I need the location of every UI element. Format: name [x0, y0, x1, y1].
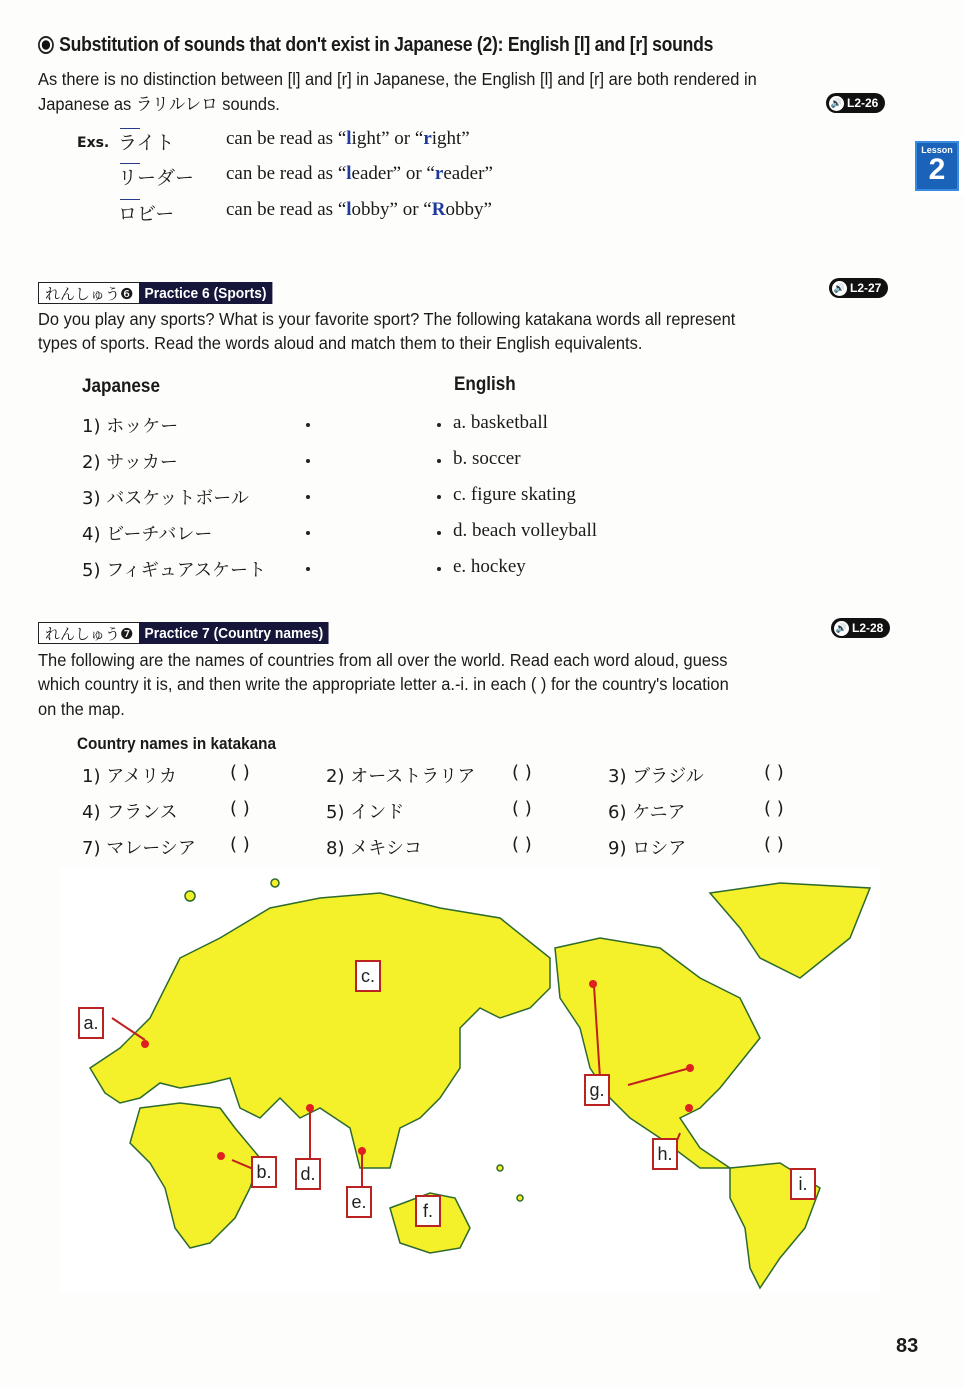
- page-number: 83: [896, 1335, 919, 1357]
- match-dot-left[interactable]: [306, 459, 310, 463]
- audio-track-label: L2-28: [852, 621, 884, 635]
- section-paragraph-line1: As there is no distinction between [l] and [r] in Japanese, the English [l] and [r] are both rendered in: [38, 69, 757, 89]
- practice6-en-label: Practice 6 (Sports): [139, 282, 272, 304]
- example-reading: can be read as “leader” or “reader”: [226, 163, 493, 184]
- map-label-e: e.: [346, 1186, 372, 1218]
- speaker-icon: 🔊: [834, 621, 849, 636]
- sport-japanese-item: 4) ビーチバレー: [82, 524, 213, 545]
- section-paragraph-line2: Japanese as ラリルレロ sounds.: [38, 94, 280, 114]
- audio-badge-l2-27[interactable]: [829, 278, 888, 298]
- map-label-i: i.: [790, 1168, 816, 1200]
- answer-blank[interactable]: ( ): [230, 798, 250, 819]
- audio-track-label: L2-27: [850, 281, 882, 295]
- map-label-b: b.: [251, 1156, 277, 1188]
- answer-blank[interactable]: ( ): [512, 834, 532, 855]
- practice7-paragraph-line3: on the map.: [38, 699, 125, 719]
- country-item: 5) インド: [326, 802, 405, 823]
- country-list-title: Country names in katakana: [77, 734, 276, 753]
- sport-english-item: c. figure skating: [453, 484, 576, 505]
- country-item: 2) オーストラリア: [326, 766, 476, 787]
- match-dot-right[interactable]: [437, 567, 441, 571]
- practice6-jp-label: れんしゅう❻: [38, 282, 139, 304]
- practice6-paragraph-line2: types of sports. Read the words aloud and match them to their English equivalents.: [38, 333, 643, 353]
- speaker-icon: 🔊: [829, 96, 844, 111]
- sport-english-item: a. basketball: [453, 412, 548, 433]
- map-label-a: a.: [78, 1007, 104, 1039]
- country-item: 8) メキシコ: [326, 838, 423, 859]
- examples-label: Exs.: [77, 135, 110, 151]
- lesson-label: Lesson: [921, 145, 953, 155]
- sport-english-item: d. beach volleyball: [453, 520, 598, 541]
- world-map-shapes: [60, 868, 880, 1293]
- audio-track-label: L2-26: [847, 96, 879, 110]
- map-label-d: d.: [295, 1158, 321, 1190]
- map-label-g: g.: [584, 1074, 610, 1106]
- answer-blank[interactable]: ( ): [764, 762, 784, 783]
- answer-blank[interactable]: ( ): [512, 798, 532, 819]
- example-reading: can be read as “light” or “right”: [226, 128, 470, 149]
- map-pin-mexico: [685, 1104, 693, 1112]
- country-item: 6) ケニア: [608, 802, 686, 823]
- section-title: [38, 34, 713, 57]
- example-katakana: リーダー: [118, 167, 195, 189]
- country-item: 7) マレーシア: [82, 838, 196, 859]
- match-dot-right[interactable]: [437, 423, 441, 427]
- map-pin-france: [141, 1040, 149, 1048]
- answer-blank[interactable]: ( ): [230, 762, 250, 783]
- map-label-f: f.: [415, 1195, 441, 1227]
- match-dot-right[interactable]: [437, 459, 441, 463]
- country-item: 4) フランス: [82, 802, 178, 823]
- sport-japanese-item: 1) ホッケー: [82, 416, 179, 437]
- sport-english-item: b. soccer: [453, 448, 521, 469]
- audio-badge-l2-26[interactable]: [826, 93, 885, 113]
- audio-badge-l2-28[interactable]: [831, 618, 890, 638]
- match-dot-left[interactable]: [306, 531, 310, 535]
- answer-blank[interactable]: ( ): [764, 834, 784, 855]
- column-header-japanese: Japanese: [82, 376, 160, 397]
- map-pin-kenya: [217, 1152, 225, 1160]
- map-pin-usa: [686, 1064, 694, 1072]
- country-item: 1) アメリカ: [82, 766, 177, 787]
- map-pin-alaska: [589, 980, 597, 988]
- pitch-accent-mark: [120, 128, 140, 129]
- country-item: 9) ロシア: [608, 838, 687, 859]
- map-pin-malaysia: [358, 1147, 366, 1155]
- match-dot-right[interactable]: [437, 495, 441, 499]
- example-katakana: ライト: [118, 132, 175, 154]
- lesson-tab[interactable]: [913, 138, 964, 195]
- answer-blank[interactable]: ( ): [512, 762, 532, 783]
- map-pin-india: [306, 1104, 314, 1112]
- speaker-icon: 🔊: [832, 281, 847, 296]
- sport-japanese-item: 2) サッカー: [82, 452, 178, 473]
- match-dot-left[interactable]: [306, 567, 310, 571]
- practice7-header: [38, 622, 346, 644]
- match-dot-left[interactable]: [306, 495, 310, 499]
- practice6-paragraph-line1: Do you play any sports? What is your favorite sport? The following katakana words all represent: [38, 309, 736, 329]
- country-item: 3) ブラジル: [608, 766, 704, 787]
- answer-blank[interactable]: ( ): [230, 834, 250, 855]
- pitch-accent-mark: [120, 199, 140, 200]
- world-map: [60, 868, 880, 1293]
- pitch-accent-mark: [120, 163, 140, 164]
- match-dot-right[interactable]: [437, 531, 441, 535]
- map-label-c: c.: [355, 960, 381, 992]
- column-header-english: English: [454, 374, 516, 395]
- sport-japanese-item: 5) フィギュアスケート: [82, 560, 267, 581]
- answer-blank[interactable]: ( ): [764, 798, 784, 819]
- practice7-paragraph-line2: which country it is, and then write the appropriate letter a.-i. in each ( ) for the country's location: [38, 674, 729, 694]
- practice6-header: [38, 282, 284, 304]
- practice7-paragraph-line1: The following are the names of countries from all over the world. Read each word aloud, guess: [38, 650, 728, 670]
- bullet-icon: [38, 36, 54, 54]
- sport-japanese-item: 3) バスケットボール: [82, 488, 249, 509]
- example-reading: can be read as “lobby” or “Robby”: [226, 199, 492, 220]
- example-katakana: ロビー: [118, 203, 175, 225]
- sport-english-item: e. hockey: [453, 556, 526, 577]
- map-label-h: h.: [652, 1138, 678, 1170]
- practice7-jp-label: れんしゅう❼: [38, 622, 139, 644]
- lesson-number: 2: [928, 153, 946, 186]
- match-dot-left[interactable]: [306, 423, 310, 427]
- section-title-text: Substitution of sounds that don't exist in Japanese (2): English [l] and [r] sounds: [59, 34, 714, 56]
- lesson-badge: [915, 141, 959, 191]
- practice7-en-label: Practice 7 (Country names): [139, 622, 329, 644]
